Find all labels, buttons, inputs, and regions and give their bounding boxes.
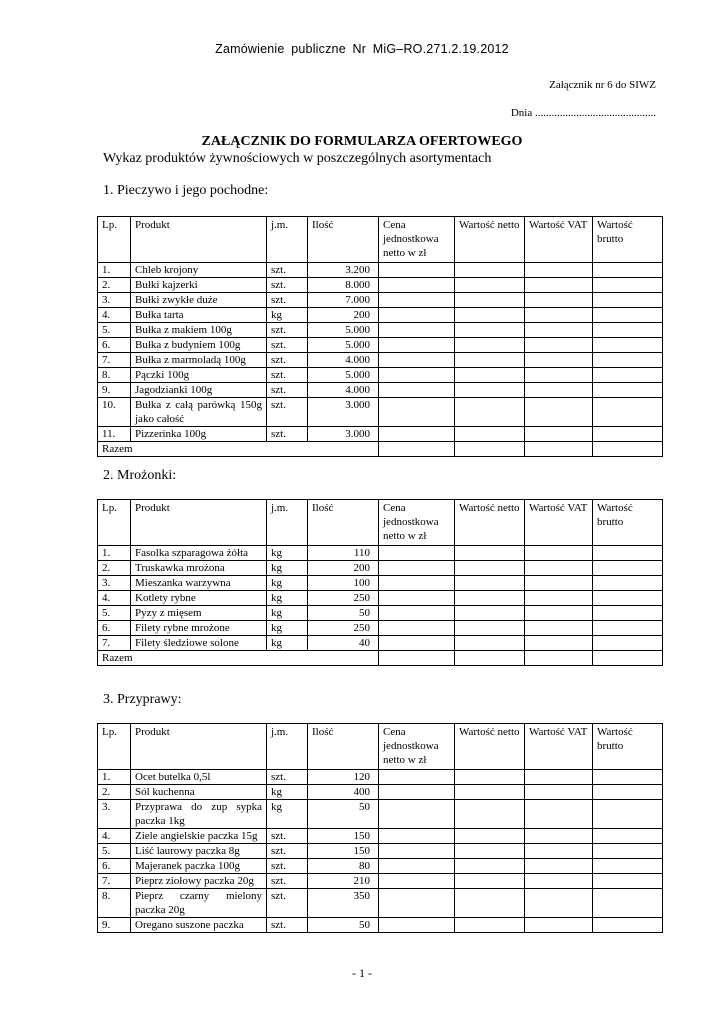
row-empty-cell <box>455 293 525 308</box>
row-empty-cell <box>525 561 593 576</box>
row-empty-cell <box>455 546 525 561</box>
row-quantity: 210 <box>308 874 379 889</box>
table-frozen <box>97 499 663 666</box>
row-empty-cell <box>379 323 455 338</box>
row-empty-cell <box>593 368 663 383</box>
row-lp: 9. <box>98 383 131 398</box>
row-empty-cell <box>455 278 525 293</box>
row-quantity: 80 <box>308 859 379 874</box>
row-empty-cell <box>379 770 455 785</box>
row-unit: szt. <box>267 338 308 353</box>
row-unit: szt. <box>267 829 308 844</box>
row-product: Sól kuchenna <box>131 785 267 800</box>
row-empty-cell <box>525 278 593 293</box>
row-empty-cell <box>593 353 663 368</box>
row-quantity: 250 <box>308 621 379 636</box>
row-quantity: 150 <box>308 844 379 859</box>
row-lp: 2. <box>98 785 131 800</box>
row-empty-cell <box>593 874 663 889</box>
row-unit: kg <box>267 591 308 606</box>
row-quantity: 5.000 <box>308 323 379 338</box>
row-empty-cell <box>379 308 455 323</box>
row-empty-cell <box>593 800 663 829</box>
row-empty-cell <box>379 383 455 398</box>
column-header: Wartość VAT <box>525 724 593 770</box>
row-empty-cell <box>593 278 663 293</box>
row-empty-cell <box>525 323 593 338</box>
row-lp: 5. <box>98 323 131 338</box>
row-unit: szt. <box>267 427 308 442</box>
row-product: Bułka tarta <box>131 308 267 323</box>
row-empty-cell <box>593 770 663 785</box>
page-subtitle: Wykaz produktów żywnościowych w poszczególnych asortymentach <box>103 151 492 166</box>
table-row <box>98 546 663 561</box>
column-header: Wartość VAT <box>525 500 593 546</box>
column-header: Cena jednostkowa netto w zł <box>379 217 455 263</box>
total-empty-cell <box>525 651 593 666</box>
row-empty-cell <box>525 591 593 606</box>
row-empty-cell <box>379 368 455 383</box>
column-header: Cena jednostkowa netto w zł <box>379 724 455 770</box>
row-empty-cell <box>525 844 593 859</box>
table-row <box>98 874 663 889</box>
row-quantity: 120 <box>308 770 379 785</box>
row-empty-cell <box>593 398 663 427</box>
row-quantity: 150 <box>308 829 379 844</box>
row-unit: kg <box>267 308 308 323</box>
table-header-row <box>98 217 663 263</box>
row-empty-cell <box>379 918 455 933</box>
row-product: Filety śledziowe solone <box>131 636 267 651</box>
row-unit: kg <box>267 576 308 591</box>
table-row <box>98 338 663 353</box>
row-quantity: 110 <box>308 546 379 561</box>
row-empty-cell <box>455 844 525 859</box>
order-reference: Zamówienie publiczne Nr MiG–RO.271.2.19.2012 <box>215 42 509 56</box>
row-quantity: 5.000 <box>308 338 379 353</box>
column-header: Produkt <box>131 217 267 263</box>
row-empty-cell <box>593 338 663 353</box>
row-empty-cell <box>455 338 525 353</box>
row-quantity: 4.000 <box>308 353 379 368</box>
table-row <box>98 591 663 606</box>
section-title-frozen: 2. Mrożonki: <box>103 468 177 483</box>
row-unit: kg <box>267 621 308 636</box>
column-header: Wartość VAT <box>525 217 593 263</box>
row-lp: 2. <box>98 278 131 293</box>
row-quantity: 8.000 <box>308 278 379 293</box>
row-empty-cell <box>525 874 593 889</box>
row-quantity: 3.000 <box>308 427 379 442</box>
row-product: Bułki zwykłe duże <box>131 293 267 308</box>
row-product: Jagodzianki 100g <box>131 383 267 398</box>
table-row <box>98 561 663 576</box>
row-lp: 1. <box>98 263 131 278</box>
row-empty-cell <box>525 859 593 874</box>
row-empty-cell <box>525 918 593 933</box>
row-product: Bułka z całą parówką 150g jako całość <box>131 398 267 427</box>
row-lp: 4. <box>98 829 131 844</box>
row-empty-cell <box>593 561 663 576</box>
row-empty-cell <box>593 546 663 561</box>
row-product: Mieszanka warzywna <box>131 576 267 591</box>
table-row <box>98 576 663 591</box>
row-lp: 7. <box>98 874 131 889</box>
row-lp: 9. <box>98 918 131 933</box>
row-lp: 4. <box>98 591 131 606</box>
row-quantity: 40 <box>308 636 379 651</box>
row-quantity: 5.000 <box>308 368 379 383</box>
row-quantity: 400 <box>308 785 379 800</box>
table-row <box>98 398 663 427</box>
column-header: Wartość brutto <box>593 724 663 770</box>
row-empty-cell <box>379 338 455 353</box>
row-unit: kg <box>267 636 308 651</box>
row-empty-cell <box>525 546 593 561</box>
table-row <box>98 859 663 874</box>
row-empty-cell <box>593 293 663 308</box>
row-lp: 6. <box>98 338 131 353</box>
row-empty-cell <box>525 606 593 621</box>
row-quantity: 50 <box>308 800 379 829</box>
row-empty-cell <box>525 800 593 829</box>
column-header: Ilość <box>308 217 379 263</box>
row-empty-cell <box>455 874 525 889</box>
column-header: Lp. <box>98 500 131 546</box>
column-header: j.m. <box>267 500 308 546</box>
row-empty-cell <box>379 561 455 576</box>
row-quantity: 50 <box>308 918 379 933</box>
row-empty-cell <box>379 576 455 591</box>
row-product: Pieprz ziołowy paczka 20g <box>131 874 267 889</box>
row-quantity: 7.000 <box>308 293 379 308</box>
row-empty-cell <box>379 844 455 859</box>
row-unit: szt. <box>267 278 308 293</box>
row-empty-cell <box>593 785 663 800</box>
row-unit: szt. <box>267 293 308 308</box>
row-lp: 4. <box>98 308 131 323</box>
row-product: Fasolka szparagowa żółta <box>131 546 267 561</box>
attachment-label: Załącznik nr 6 do SIWZ <box>549 79 656 91</box>
row-empty-cell <box>455 770 525 785</box>
row-product: Majeranek paczka 100g <box>131 859 267 874</box>
total-row <box>98 442 663 457</box>
row-product: Pizzerinka 100g <box>131 427 267 442</box>
total-empty-cell <box>455 651 525 666</box>
row-unit: szt. <box>267 383 308 398</box>
row-unit: szt. <box>267 918 308 933</box>
row-empty-cell <box>593 889 663 918</box>
table-row <box>98 606 663 621</box>
total-empty-cell <box>525 442 593 457</box>
row-lp: 5. <box>98 606 131 621</box>
row-empty-cell <box>525 889 593 918</box>
row-product: Bułka z budyniem 100g <box>131 338 267 353</box>
row-empty-cell <box>525 829 593 844</box>
row-quantity: 100 <box>308 576 379 591</box>
row-unit: szt. <box>267 323 308 338</box>
row-empty-cell <box>455 606 525 621</box>
row-quantity: 3.200 <box>308 263 379 278</box>
row-empty-cell <box>525 427 593 442</box>
table-bread <box>97 216 663 457</box>
row-product: Ocet butelka 0,5l <box>131 770 267 785</box>
row-empty-cell <box>455 353 525 368</box>
column-header: Ilość <box>308 724 379 770</box>
row-empty-cell <box>379 889 455 918</box>
column-header: j.m. <box>267 217 308 263</box>
row-empty-cell <box>455 323 525 338</box>
total-empty-cell <box>455 442 525 457</box>
row-lp: 1. <box>98 546 131 561</box>
row-quantity: 200 <box>308 308 379 323</box>
row-empty-cell <box>525 263 593 278</box>
table-header-row <box>98 500 663 546</box>
table-spices <box>97 723 663 933</box>
row-empty-cell <box>379 546 455 561</box>
row-empty-cell <box>455 621 525 636</box>
row-quantity: 50 <box>308 606 379 621</box>
total-empty-cell <box>593 651 663 666</box>
row-unit: szt. <box>267 889 308 918</box>
row-empty-cell <box>525 785 593 800</box>
row-empty-cell <box>525 636 593 651</box>
row-empty-cell <box>379 591 455 606</box>
row-unit: kg <box>267 561 308 576</box>
row-empty-cell <box>455 576 525 591</box>
row-empty-cell <box>593 591 663 606</box>
row-empty-cell <box>525 338 593 353</box>
column-header: Ilość <box>308 500 379 546</box>
row-empty-cell <box>379 636 455 651</box>
row-unit: kg <box>267 546 308 561</box>
column-header: Wartość netto <box>455 724 525 770</box>
row-empty-cell <box>525 368 593 383</box>
row-unit: szt. <box>267 368 308 383</box>
total-label: Razem <box>98 442 379 457</box>
row-empty-cell <box>455 591 525 606</box>
row-empty-cell <box>593 621 663 636</box>
total-label: Razem <box>98 651 379 666</box>
table-row <box>98 278 663 293</box>
row-empty-cell <box>593 323 663 338</box>
row-lp: 7. <box>98 353 131 368</box>
row-unit: szt. <box>267 874 308 889</box>
row-product: Pieprz czarny mielony paczka 20g <box>131 889 267 918</box>
row-quantity: 350 <box>308 889 379 918</box>
row-quantity: 250 <box>308 591 379 606</box>
row-empty-cell <box>379 800 455 829</box>
row-lp: 11. <box>98 427 131 442</box>
row-lp: 6. <box>98 621 131 636</box>
row-product: Liść laurowy paczka 8g <box>131 844 267 859</box>
total-empty-cell <box>593 442 663 457</box>
row-empty-cell <box>379 829 455 844</box>
row-quantity: 200 <box>308 561 379 576</box>
row-product: Bułki kajzerki <box>131 278 267 293</box>
row-empty-cell <box>525 621 593 636</box>
row-empty-cell <box>593 427 663 442</box>
row-unit: szt. <box>267 770 308 785</box>
table-row <box>98 829 663 844</box>
table-row <box>98 918 663 933</box>
table-row <box>98 383 663 398</box>
row-empty-cell <box>455 561 525 576</box>
table-row <box>98 636 663 651</box>
table-row <box>98 353 663 368</box>
row-empty-cell <box>379 621 455 636</box>
column-header: Wartość netto <box>455 217 525 263</box>
row-lp: 3. <box>98 800 131 829</box>
table-row <box>98 844 663 859</box>
row-empty-cell <box>593 636 663 651</box>
column-header: j.m. <box>267 724 308 770</box>
row-empty-cell <box>379 606 455 621</box>
table-header-row <box>98 724 663 770</box>
row-empty-cell <box>455 368 525 383</box>
row-lp: 1. <box>98 770 131 785</box>
row-product: Bułka z marmoladą 100g <box>131 353 267 368</box>
row-empty-cell <box>379 263 455 278</box>
row-product: Przyprawa do zup sypka paczka 1kg <box>131 800 267 829</box>
column-header: Lp. <box>98 217 131 263</box>
table-row <box>98 770 663 785</box>
row-product: Ziele angielskie paczka 15g <box>131 829 267 844</box>
table-row <box>98 427 663 442</box>
column-header: Produkt <box>131 500 267 546</box>
row-empty-cell <box>455 263 525 278</box>
row-lp: 8. <box>98 368 131 383</box>
row-empty-cell <box>525 770 593 785</box>
row-empty-cell <box>593 918 663 933</box>
row-unit: szt. <box>267 263 308 278</box>
table-row <box>98 621 663 636</box>
row-empty-cell <box>379 278 455 293</box>
row-unit: kg <box>267 606 308 621</box>
row-empty-cell <box>455 636 525 651</box>
page-title: ZAŁĄCZNIK DO FORMULARZA OFERTOWEGO <box>201 134 523 149</box>
column-header: Wartość brutto <box>593 217 663 263</box>
date-line: Dnia ............................................ <box>510 107 656 119</box>
total-empty-cell <box>379 651 455 666</box>
row-empty-cell <box>379 859 455 874</box>
row-lp: 6. <box>98 859 131 874</box>
row-lp: 2. <box>98 561 131 576</box>
row-empty-cell <box>455 383 525 398</box>
row-empty-cell <box>593 844 663 859</box>
row-empty-cell <box>593 263 663 278</box>
table-row <box>98 293 663 308</box>
row-empty-cell <box>455 829 525 844</box>
row-empty-cell <box>455 785 525 800</box>
row-unit: szt. <box>267 859 308 874</box>
row-empty-cell <box>455 398 525 427</box>
table-row <box>98 785 663 800</box>
table-row <box>98 800 663 829</box>
row-empty-cell <box>379 785 455 800</box>
row-empty-cell <box>455 308 525 323</box>
row-empty-cell <box>593 383 663 398</box>
row-product: Filety rybne mrożone <box>131 621 267 636</box>
row-empty-cell <box>379 427 455 442</box>
row-empty-cell <box>379 293 455 308</box>
row-product: Pączki 100g <box>131 368 267 383</box>
row-empty-cell <box>379 874 455 889</box>
row-quantity: 3.000 <box>308 398 379 427</box>
row-lp: 3. <box>98 576 131 591</box>
row-empty-cell <box>593 829 663 844</box>
row-empty-cell <box>525 576 593 591</box>
row-product: Bułka z makiem 100g <box>131 323 267 338</box>
total-row <box>98 651 663 666</box>
row-empty-cell <box>455 918 525 933</box>
row-unit: szt. <box>267 844 308 859</box>
row-lp: 7. <box>98 636 131 651</box>
row-unit: szt. <box>267 353 308 368</box>
row-empty-cell <box>455 800 525 829</box>
table-row <box>98 263 663 278</box>
row-lp: 8. <box>98 889 131 918</box>
table-row <box>98 323 663 338</box>
row-empty-cell <box>525 383 593 398</box>
row-empty-cell <box>593 606 663 621</box>
section-title-bread: 1. Pieczywo i jego pochodne: <box>103 183 269 198</box>
row-empty-cell <box>455 427 525 442</box>
row-product: Oregano suszone paczka <box>131 918 267 933</box>
table-row <box>98 889 663 918</box>
row-unit: kg <box>267 800 308 829</box>
row-empty-cell <box>379 398 455 427</box>
row-unit: szt. <box>267 398 308 427</box>
row-empty-cell <box>525 293 593 308</box>
row-product: Truskawka mrożona <box>131 561 267 576</box>
row-empty-cell <box>379 353 455 368</box>
page-number: - 1 - <box>352 966 372 980</box>
row-product: Kotlety rybne <box>131 591 267 606</box>
row-lp: 5. <box>98 844 131 859</box>
table-row <box>98 308 663 323</box>
row-product: Pyzy z mięsem <box>131 606 267 621</box>
table-row <box>98 368 663 383</box>
row-empty-cell <box>525 353 593 368</box>
row-product: Chleb krojony <box>131 263 267 278</box>
row-lp: 10. <box>98 398 131 427</box>
row-empty-cell <box>455 889 525 918</box>
column-header: Cena jednostkowa netto w zł <box>379 500 455 546</box>
column-header: Lp. <box>98 724 131 770</box>
total-empty-cell <box>379 442 455 457</box>
column-header: Produkt <box>131 724 267 770</box>
row-empty-cell <box>525 398 593 427</box>
section-title-spices: 3. Przyprawy: <box>103 692 182 707</box>
row-empty-cell <box>525 308 593 323</box>
row-empty-cell <box>593 576 663 591</box>
row-unit: kg <box>267 785 308 800</box>
column-header: Wartość netto <box>455 500 525 546</box>
column-header: Wartość brutto <box>593 500 663 546</box>
row-quantity: 4.000 <box>308 383 379 398</box>
row-empty-cell <box>593 308 663 323</box>
row-empty-cell <box>455 859 525 874</box>
row-empty-cell <box>593 859 663 874</box>
row-lp: 3. <box>98 293 131 308</box>
